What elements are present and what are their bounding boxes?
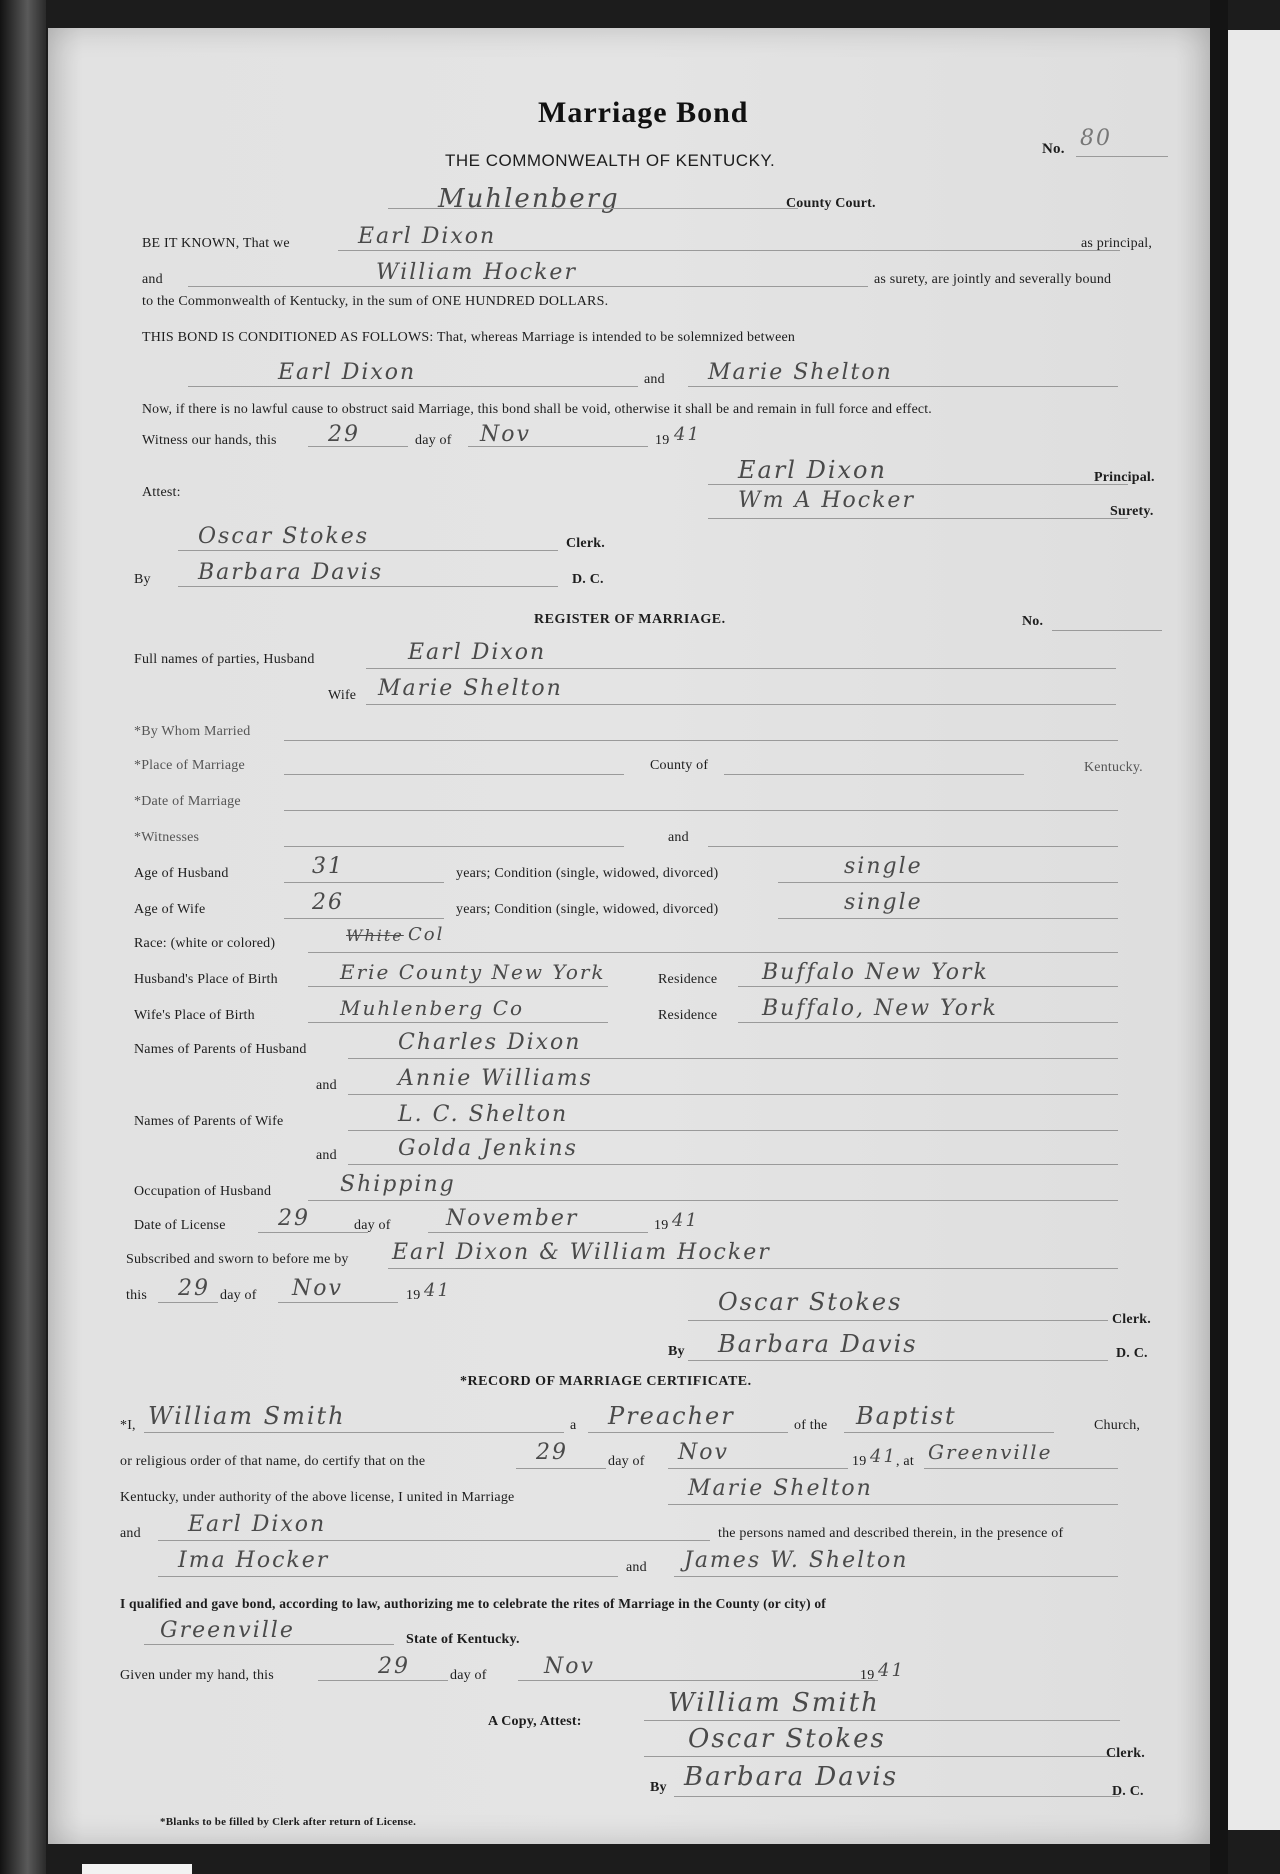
rule [388, 208, 798, 209]
parents-wife-label: Names of Parents of Wife [134, 1114, 284, 1129]
wife-birthplace-label: Wife's Place of Birth [134, 1008, 255, 1023]
rule [468, 446, 648, 447]
cert-church: Baptist [856, 1402, 957, 1430]
rule [708, 846, 1118, 847]
rule [668, 1468, 848, 1469]
bond-no-label: No. [1042, 141, 1065, 157]
occupation-label: Occupation of Husband [134, 1184, 272, 1199]
subscribed-label: Subscribed and sworn to before me by [126, 1252, 349, 1267]
rule [1052, 630, 1162, 631]
rule [348, 1130, 1118, 1131]
age-wife-label: Age of Wife [134, 902, 206, 917]
rule [278, 1302, 398, 1303]
rule [284, 882, 444, 883]
rule [668, 1504, 1118, 1505]
cert-year-prefix: 19 [852, 1454, 867, 1469]
rule [738, 1022, 1118, 1023]
cert-witness-and: and [626, 1560, 647, 1575]
subscribed-year-prefix: 19 [406, 1288, 421, 1303]
cert-by-label: By [650, 1780, 667, 1795]
date-label: *Date of Marriage [134, 794, 241, 809]
cert-witness-one: Ima Hocker [178, 1548, 330, 1573]
county-value: Muhlenberg [438, 184, 620, 214]
rule [708, 518, 1128, 519]
subscribed-year: 41 [424, 1280, 451, 1301]
cert-kentucky-line: Kentucky, under authority of the above license, I united in Marriage [120, 1490, 515, 1505]
rule [688, 386, 1118, 387]
certificate-heading: *RECORD OF MARRIAGE CERTIFICATE. [460, 1374, 752, 1389]
cert-day: 29 [536, 1440, 568, 1465]
cert-dc-signature: Barbara Davis [684, 1762, 899, 1792]
rule [178, 586, 558, 587]
register-by-label: By [668, 1344, 685, 1359]
witness-hands-label: Witness our hands, this [142, 433, 277, 448]
register-dc-label: D. C. [1116, 1346, 1148, 1361]
rule [516, 1468, 606, 1469]
subscribed-month: Nov [292, 1276, 343, 1301]
surety-name: William Hocker [376, 260, 577, 285]
attest-label: Attest: [142, 485, 181, 500]
place-label: *Place of Marriage [134, 758, 245, 773]
cert-officiant: William Smith [148, 1402, 346, 1430]
rule [284, 846, 624, 847]
party-one: Earl Dixon [278, 360, 417, 385]
cert-and-label: and [120, 1526, 141, 1541]
license-month: November [446, 1206, 579, 1231]
cert-given-day-of: day of [450, 1668, 487, 1683]
rule [738, 986, 1118, 987]
rule [724, 774, 1024, 775]
county-court-label: County Court. [786, 196, 876, 211]
cert-given-year-prefix: 19 [860, 1668, 875, 1683]
by-whom-label: *By Whom Married [134, 724, 251, 739]
and-label-2: and [644, 372, 665, 387]
cert-day-of-label: day of [608, 1454, 645, 1469]
principal-signature: Earl Dixon [738, 456, 887, 484]
rule [308, 446, 408, 447]
marriage-bond-document [48, 28, 1210, 1844]
day-of-label: day of [415, 433, 452, 448]
condition-wife: single [844, 890, 923, 915]
parents-wife-and: and [316, 1148, 337, 1163]
rule [144, 1644, 394, 1645]
commonwealth-heading: THE COMMONWEALTH OF KENTUCKY. [445, 151, 776, 170]
witness-month: Nov [480, 422, 531, 447]
rule [388, 1268, 1118, 1269]
rule [338, 250, 1120, 251]
rule [644, 1720, 1120, 1721]
license-day-of-label: day of [354, 1218, 391, 1233]
subscribers: Earl Dixon & William Hocker [392, 1240, 771, 1265]
parents-husband-and: and [316, 1078, 337, 1093]
husband-birthplace: Erie County New York [340, 960, 606, 984]
rule [318, 1680, 448, 1681]
husband-residence-label: Residence [658, 972, 718, 987]
rule [308, 1200, 1118, 1201]
rule [158, 1540, 710, 1541]
race-value: Col [408, 924, 445, 945]
now-if-line: Now, if there is no lawful cause to obstruct said Marriage, this bond shall be void, otherwise it shall be and remain in full force and effect. [142, 401, 932, 416]
cert-month: Nov [678, 1440, 729, 1465]
register-wife: Marie Shelton [378, 676, 563, 701]
rule [844, 1432, 1054, 1433]
condition-husband: single [844, 854, 923, 879]
rule [778, 918, 1118, 919]
rule [924, 1468, 1118, 1469]
rule [158, 1302, 218, 1303]
wife-label: Wife [328, 688, 357, 703]
rule [284, 810, 1118, 811]
rule [366, 668, 1116, 669]
and-label: and [142, 272, 163, 287]
kentucky-label: Kentucky. [1084, 760, 1143, 775]
rule [588, 1432, 788, 1433]
witnesses-label: *Witnesses [134, 830, 200, 845]
bond-dc-name: Barbara Davis [198, 560, 384, 585]
cert-officiant-signature: William Smith [668, 1688, 880, 1718]
rule [284, 740, 1118, 741]
scan-gap-right [1210, 0, 1228, 1874]
rule [178, 550, 558, 551]
cert-groom: Earl Dixon [188, 1512, 327, 1537]
footnote: *Blanks to be filled by Clerk after return of License. [160, 1816, 417, 1828]
license-year: 41 [672, 1210, 699, 1231]
age-husband-label: Age of Husband [134, 866, 229, 881]
as-surety-label: as surety, are jointly and severally bound [874, 272, 1112, 287]
register-clerk-signature: Oscar Stokes [718, 1288, 903, 1316]
principal-name: Earl Dixon [358, 224, 497, 249]
rule [308, 952, 1118, 953]
cert-witness-two: James W. Shelton [684, 1548, 909, 1573]
years-condition-label: years; Condition (single, widowed, divorced) [456, 866, 719, 881]
cert-of-the-label: of the [794, 1418, 828, 1433]
conditioned-line: THIS BOND IS CONDITIONED AS FOLLOWS: That, whereas Marriage is intended to be solemnized between [142, 330, 796, 345]
witness-year: 41 [674, 424, 701, 445]
principal-label: Principal. [1094, 470, 1155, 485]
cert-at-label: , at [896, 1454, 914, 1469]
rule [158, 1576, 618, 1577]
license-date-label: Date of License [134, 1218, 226, 1233]
cert-state-label: State of Kentucky. [406, 1632, 520, 1647]
rule [644, 1756, 1120, 1757]
surety-label: Surety. [1110, 504, 1154, 519]
rule [348, 1058, 1118, 1059]
cert-city: Greenville [160, 1618, 295, 1643]
rule [518, 1680, 878, 1681]
parent-husband-father: Charles Dixon [398, 1030, 582, 1055]
rule [708, 484, 1128, 485]
cert-bride: Marie Shelton [688, 1476, 873, 1501]
county-of-label: County of [650, 758, 709, 773]
parent-wife-mother: Golda Jenkins [398, 1136, 578, 1161]
register-heading: REGISTER OF MARRIAGE. [534, 612, 726, 627]
surety-signature: Wm A Hocker [738, 488, 915, 513]
rule [688, 1360, 1108, 1361]
cert-given-month: Nov [544, 1654, 595, 1679]
cert-place: Greenville [928, 1440, 1053, 1464]
wife-birthplace: Muhlenberg Co [340, 996, 525, 1020]
rule [428, 1232, 648, 1233]
cert-clerk-label: Clerk. [1106, 1746, 1145, 1761]
rule [144, 1432, 564, 1433]
register-no-label: No. [1022, 614, 1044, 629]
years-condition-label-wife: years; Condition (single, widowed, divorced) [456, 902, 719, 917]
license-day: 29 [278, 1206, 310, 1231]
register-husband: Earl Dixon [408, 640, 547, 665]
husband-birthplace-label: Husband's Place of Birth [134, 972, 278, 987]
rule [284, 774, 624, 775]
occupation-value: Shipping [340, 1172, 456, 1197]
cert-religious-label: or religious order of that name, do certify that on the [120, 1454, 426, 1469]
year-prefix: 19 [655, 433, 670, 448]
be-it-known-label: BE IT KNOWN, That we [142, 236, 290, 251]
rule [366, 704, 1116, 705]
register-clerk-label: Clerk. [1112, 1312, 1151, 1327]
rule [284, 918, 444, 919]
cert-given-year: 41 [878, 1660, 905, 1681]
race-label: Race: (white or colored) [134, 936, 276, 951]
sum-line: to the Commonwealth of Kentucky, in the sum of ONE HUNDRED DOLLARS. [142, 294, 609, 309]
bond-by-label: By [134, 572, 151, 587]
parents-husband-label: Names of Parents of Husband [134, 1042, 307, 1057]
rule [188, 386, 638, 387]
rule [674, 1796, 1120, 1797]
subscribed-day: 29 [178, 1276, 210, 1301]
cert-year: 41 [870, 1446, 897, 1467]
cert-i-label: *I, [120, 1418, 136, 1433]
wife-residence-label: Residence [658, 1008, 718, 1023]
as-principal-label: as principal, [1081, 236, 1153, 251]
scan-corner-mark [82, 1864, 192, 1874]
license-year-prefix: 19 [654, 1218, 669, 1233]
register-dc-signature: Barbara Davis [718, 1330, 918, 1358]
bond-no-value: 80 [1080, 126, 1112, 151]
cert-given-day: 29 [378, 1654, 410, 1679]
cert-persons-named: the persons named and described therein, in the presence of [718, 1526, 1064, 1541]
scan-border-left [0, 0, 46, 1874]
rule [688, 1320, 1108, 1321]
race-struck: White [346, 926, 404, 945]
rule [348, 1094, 1118, 1095]
parent-husband-mother: Annie Williams [398, 1066, 593, 1091]
rule [308, 1022, 608, 1023]
subscribed-this-label: this [126, 1288, 148, 1303]
wife-residence: Buffalo, New York [762, 996, 998, 1021]
cert-clerk-signature: Oscar Stokes [688, 1724, 886, 1754]
rule [778, 882, 1118, 883]
husband-residence: Buffalo New York [762, 960, 989, 985]
cert-church-label: Church, [1094, 1418, 1141, 1433]
rule [674, 1576, 1118, 1577]
cert-dc-label: D. C. [1112, 1784, 1144, 1799]
witness-day: 29 [328, 422, 360, 447]
age-husband: 31 [312, 854, 344, 879]
bond-clerk-name: Oscar Stokes [198, 524, 370, 549]
rule [308, 986, 608, 987]
witnesses-and-label: and [668, 830, 689, 845]
party-two: Marie Shelton [708, 360, 893, 385]
cert-given-label: Given under my hand, this [120, 1668, 274, 1683]
document-title: Marriage Bond [538, 96, 749, 129]
bond-clerk-label: Clerk. [566, 536, 605, 551]
rule [258, 1232, 368, 1233]
rule [348, 1164, 1118, 1165]
cert-qualified-line: I qualified and gave bond, according to law, authorizing me to celebrate the rites of Marriage in the County (or city) of [120, 1596, 827, 1611]
adjacent-page-edge [1228, 30, 1280, 1830]
cert-role: Preacher [608, 1402, 735, 1430]
full-names-label: Full names of parties, Husband [134, 652, 315, 667]
bond-dc-label: D. C. [572, 572, 604, 587]
age-wife: 26 [312, 890, 344, 915]
parent-wife-father: L. C. Shelton [398, 1102, 569, 1127]
copy-attest-label: A Copy, Attest: [488, 1714, 582, 1729]
rule [188, 286, 868, 287]
subscribed-day-of-label: day of [220, 1288, 257, 1303]
cert-a-label: a [570, 1418, 577, 1433]
rule [1076, 156, 1168, 157]
